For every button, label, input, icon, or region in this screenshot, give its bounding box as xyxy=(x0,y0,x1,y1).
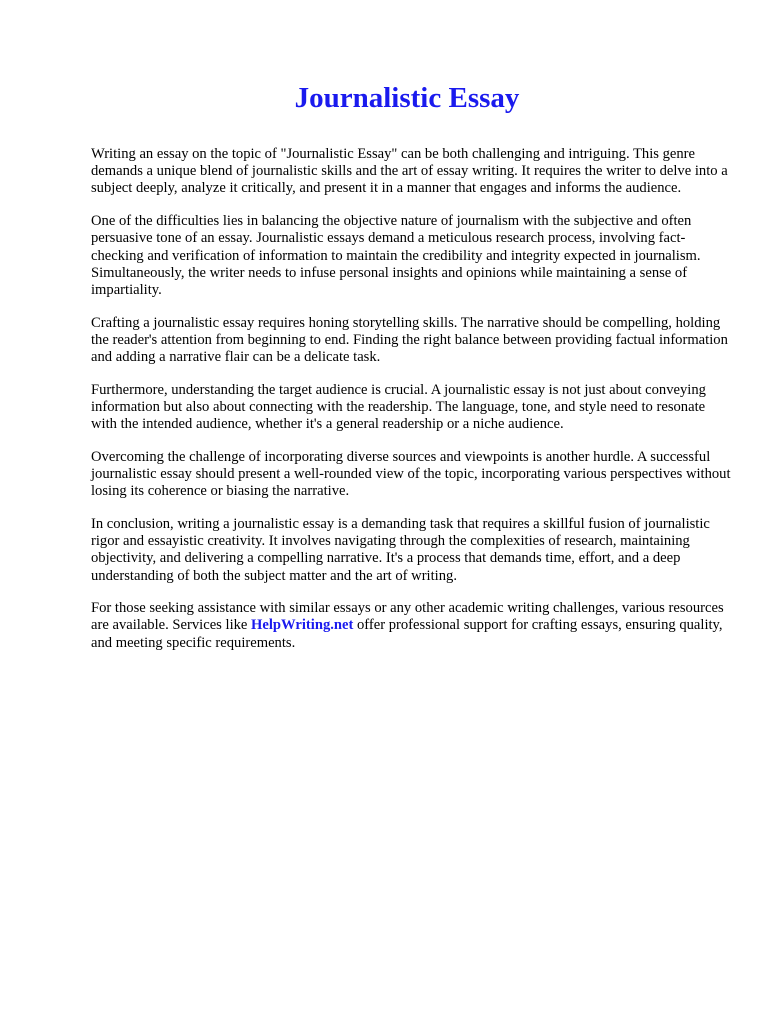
helpwriting-link[interactable]: HelpWriting.net xyxy=(251,617,354,634)
paragraph-7-text-after: offer professional support for crafting essays, ensuring quality, and meeting specific requirements. xyxy=(91,617,723,651)
paragraph-5: Overcoming the challenge of incorporating diverse sources and viewpoints is another hurdle. A successful journalistic essay should present a well-rounded view of the topic, incorporating various perspectives without losing its coherence or biasing the narrative. xyxy=(91,448,731,500)
paragraph-1: Writing an essay on the topic of "Journalistic Essay" can be both challenging and intriguing. This genre demands a unique blend of journalistic skills and the art of essay writing. It requires the writer to delve into a subject deeply, analyze it critically, and present it in a manner that engages and informs the audience. xyxy=(91,146,728,197)
paragraph-4: Furthermore, understanding the target audience is crucial. A journalistic essay is not just about conveying information but also about connecting with the readership. The language, tone, and style need to resonate with the intended audience, whether it's a general readership or a niche audience. xyxy=(91,381,706,433)
paragraph-3: Crafting a journalistic essay requires honing storytelling skills. The narrative should be compelling, holding the reader's attention from beginning to end. Finding the right balance between providing factual information and adding a narrative flair can be a delicate task. xyxy=(91,314,728,366)
document-body xyxy=(91,146,733,667)
document-title: Journalistic Essay xyxy=(294,82,520,114)
paragraph-2: One of the difficulties lies in balancing the objective nature of journalism with the subjective and often persuasive tone of an essay. Journalistic essays demand a meticulous research process, involving fact-checking and verification of information to maintain the credibility and integrity expected in journalism. Simultaneously, the writer needs to infuse personal insights and opinions while maintaining a sense of impartiality. xyxy=(91,213,701,298)
paragraph-7-text-before: For those seeking assistance with similar essays or any other academic writing challenges, various resources are available. Services like xyxy=(91,600,724,634)
paragraph-6: In conclusion, writing a journalistic essay is a demanding task that requires a skillful fusion of journalistic rigor and essayistic creativity. It involves navigating through the complexities of research, maintaining objectivity, and delivering a compelling narrative. It's a process that demands time, effort, and a deep understanding of both the subject matter and the art of writing. xyxy=(91,515,710,584)
paragraph-7 xyxy=(91,600,733,652)
